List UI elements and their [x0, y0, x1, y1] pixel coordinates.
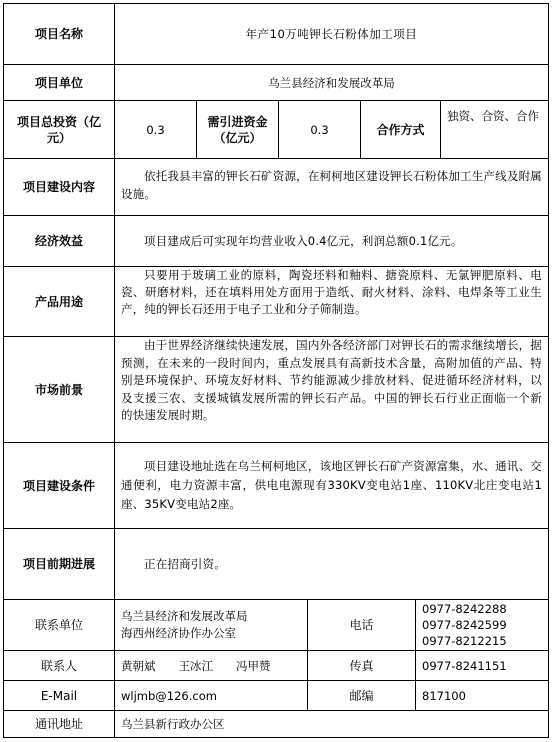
product-usage-label: 产品用途 — [4, 267, 115, 337]
phone-label: 电话 — [308, 600, 416, 651]
phone-1: 0977-8242288 — [422, 602, 507, 616]
email-address[interactable]: wljmb@126.com — [115, 681, 308, 711]
needed-funds-label: 需引进资金（亿元） — [197, 101, 279, 159]
project-unit-label: 项目单位 — [4, 65, 115, 101]
economic-benefit-text: 项目建成后可实现年均营业收入0.4亿元，利润总额0.1亿元。 — [115, 216, 548, 267]
phone-numbers — [416, 600, 548, 651]
fax-label: 传真 — [308, 651, 416, 681]
product-usage-text: 只要用于玻璃工业的原料，陶瓷坯料和釉料、搪瓷原料、无氯钾肥原料、电瓷、研磨材料，还在填料用处方面用于造纸、耐火材料、涂料、电焊条等工业生产，纯的钾长石还用于电子工业和分子筛制造。 — [115, 267, 548, 337]
total-investment-value: 0.3 — [115, 101, 197, 159]
needed-funds-value: 0.3 — [279, 101, 361, 159]
cooperation-mode-label: 合作方式 — [361, 101, 441, 159]
fax-number: 0977-8241151 — [416, 651, 548, 681]
construction-content-text: 依托我县丰富的钾长石矿资源，在柯柯地区建设钾长石粉体加工生产线及附属设施。 — [115, 159, 548, 216]
total-investment-label: 项目总投资（亿元） — [4, 101, 115, 159]
address-label: 通讯地址 — [4, 711, 115, 737]
phone-2: 0977-8242599 — [422, 618, 507, 632]
project-info-table — [3, 3, 549, 738]
postcode-label: 邮编 — [308, 681, 416, 711]
economic-benefit-label: 经济效益 — [4, 216, 115, 267]
construction-conditions-text: 项目建设地址选在乌兰柯柯地区，该地区钾长石矿产资源富集，水、通讯、交通便利，电力资源丰富，供电电源现有330KV变电站1座、110KV北庄变电站1座、35KV变电站2座。 — [115, 443, 548, 529]
project-unit-value: 乌兰县经济和发展改革局 — [115, 65, 548, 101]
phone-3: 0977-8212215 — [422, 634, 507, 648]
project-name-label: 项目名称 — [4, 4, 115, 65]
contact-unit-label: 联系单位 — [4, 600, 115, 651]
progress-label: 项目前期进展 — [4, 529, 115, 600]
address-value: 乌兰县新行政办公区 — [121, 717, 225, 731]
contact-person-label: 联系人 — [4, 651, 115, 681]
construction-content-label: 项目建设内容 — [4, 159, 115, 216]
market-outlook-text: 由于世界经济继续快速发展，国内外各经济部门对钾长石的需求继续增长，据预测，在未来的一段时间内，重点发展具有高新技术含量，高附加值的产品、特别是环境保护、环境友好材料、节约能源减少排放材料、促进循环经济材料，以及支援三农、支援城镇发展所需的钾长石产品。中国的钾长石行业正面临一个新的快速发展时期。 — [115, 337, 548, 443]
email-label: E-Mail — [4, 681, 115, 711]
contact-unit-1: 乌兰县经济和发展改革局 — [121, 609, 248, 623]
construction-conditions-label: 项目建设条件 — [4, 443, 115, 529]
contact-units — [115, 600, 308, 651]
contact-persons: 黄朝斌 王冰江 冯甲赞 — [115, 651, 308, 681]
cooperation-mode-value: 独资、合资、合作 — [441, 101, 548, 159]
market-outlook-label: 市场前景 — [4, 337, 115, 443]
contact-unit-2: 海西州经济协作办公室 — [121, 626, 236, 640]
postcode-value: 817100 — [416, 681, 548, 711]
project-name-value: 年产10万吨钾长石粉体加工项目 — [115, 4, 548, 65]
progress-text: 正在招商引资。 — [115, 529, 548, 600]
